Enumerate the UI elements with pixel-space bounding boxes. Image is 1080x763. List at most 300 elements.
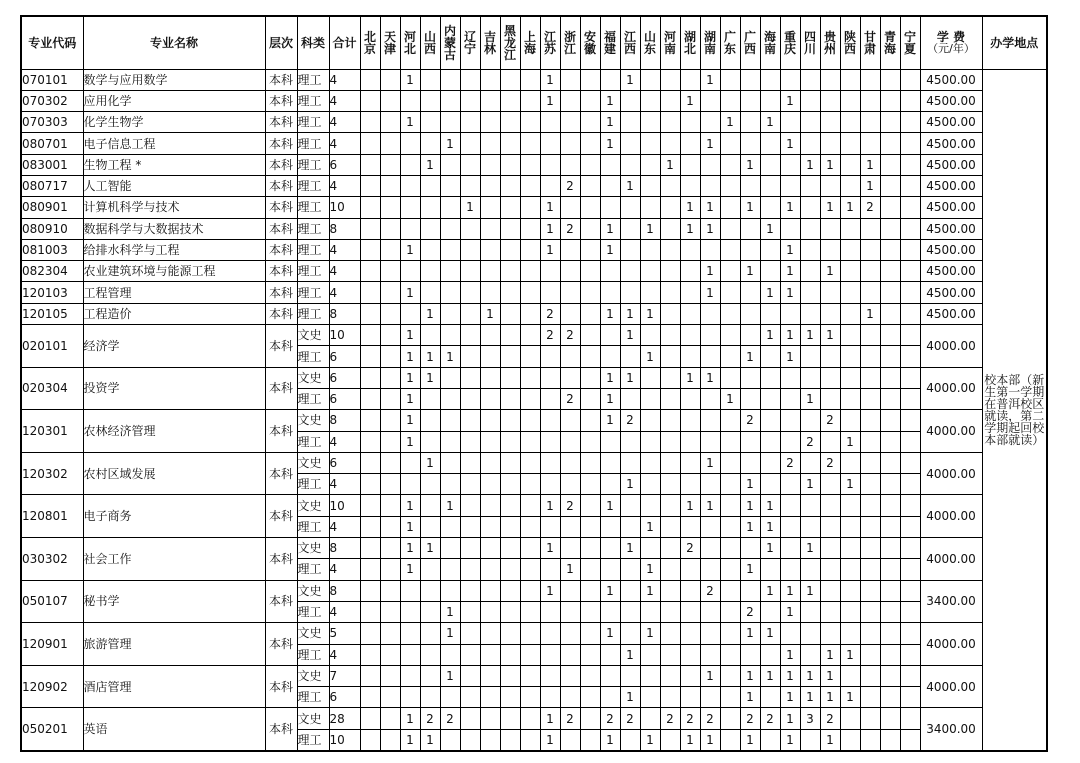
province-count: [660, 559, 680, 580]
major-code: 070101: [21, 69, 83, 90]
province-count: [580, 112, 600, 133]
province-count: [640, 197, 660, 218]
province-count: [820, 431, 840, 452]
province-count: [660, 367, 680, 388]
province-count: [620, 559, 640, 580]
province-count: [560, 474, 580, 495]
major-code: 120103: [21, 282, 83, 303]
province-count: [380, 197, 400, 218]
province-count: [360, 708, 380, 729]
province-count: 2: [820, 452, 840, 473]
major-level: 本科: [265, 580, 297, 623]
province-count: [420, 69, 440, 90]
province-count: [680, 580, 700, 601]
major-total: 4: [329, 474, 360, 495]
header-province-label: 广西: [744, 29, 757, 56]
province-count: [420, 90, 440, 111]
province-count: [640, 175, 660, 196]
province-count: [640, 325, 660, 346]
province-count: 1: [400, 112, 420, 133]
province-count: [440, 112, 460, 133]
province-count: [480, 154, 500, 175]
province-count: [720, 367, 740, 388]
header-province: [780, 16, 800, 69]
province-count: 1: [740, 623, 760, 644]
province-count: 1: [600, 90, 620, 111]
major-category: 文史: [297, 367, 329, 388]
province-count: [640, 282, 660, 303]
province-count: [420, 687, 440, 708]
province-count: [840, 303, 860, 324]
province-count: [620, 601, 640, 622]
province-count: [460, 665, 480, 686]
tuition-fee: 4500.00: [920, 197, 982, 218]
province-count: 1: [800, 154, 820, 175]
province-count: [380, 474, 400, 495]
province-count: 2: [540, 325, 560, 346]
header-province-label: 青海: [884, 29, 897, 56]
province-count: [900, 623, 920, 644]
major-level: 本科: [265, 112, 297, 133]
province-count: [460, 261, 480, 282]
province-count: [480, 665, 500, 686]
header-level: 层次: [265, 16, 297, 69]
province-count: [360, 69, 380, 90]
province-count: [700, 644, 720, 665]
province-count: [540, 175, 560, 196]
province-count: [840, 601, 860, 622]
major-total: 5: [329, 623, 360, 644]
province-count: [660, 133, 680, 154]
province-count: [780, 69, 800, 90]
major-code: 120301: [21, 410, 83, 453]
province-count: [840, 346, 860, 367]
province-count: [620, 516, 640, 537]
province-count: [540, 367, 560, 388]
header-fee: [920, 16, 982, 69]
province-count: 1: [600, 367, 620, 388]
province-count: 1: [600, 239, 620, 260]
major-level: 本科: [265, 239, 297, 260]
province-count: [740, 580, 760, 601]
province-count: [360, 261, 380, 282]
province-count: [880, 69, 900, 90]
province-count: [440, 197, 460, 218]
table-row: [21, 218, 1047, 239]
header-province: [740, 16, 760, 69]
province-count: [880, 282, 900, 303]
province-count: [900, 197, 920, 218]
province-count: [800, 175, 820, 196]
province-count: [700, 90, 720, 111]
province-count: [620, 239, 640, 260]
province-count: [660, 410, 680, 431]
province-count: [840, 580, 860, 601]
province-count: [360, 303, 380, 324]
province-count: [600, 325, 620, 346]
province-count: [380, 325, 400, 346]
province-count: [560, 410, 580, 431]
major-total: 4: [329, 175, 360, 196]
province-count: [460, 303, 480, 324]
header-province: [600, 16, 620, 69]
province-count: [720, 133, 740, 154]
province-count: [840, 154, 860, 175]
major-code: 081003: [21, 239, 83, 260]
province-count: 2: [560, 175, 580, 196]
province-count: [880, 367, 900, 388]
province-count: [900, 729, 920, 750]
header-province-label: 浙江: [564, 29, 577, 56]
province-count: [720, 175, 740, 196]
major-total: 6: [329, 687, 360, 708]
major-total: 4: [329, 239, 360, 260]
major-level: 本科: [265, 154, 297, 175]
province-count: [640, 133, 660, 154]
province-count: [680, 239, 700, 260]
province-count: 1: [680, 367, 700, 388]
province-count: [440, 431, 460, 452]
province-count: [420, 112, 440, 133]
major-category: 理工: [297, 346, 329, 367]
province-count: [380, 729, 400, 750]
header-province: [700, 16, 720, 69]
province-count: [540, 154, 560, 175]
province-count: [640, 261, 660, 282]
province-count: [780, 367, 800, 388]
province-count: [580, 303, 600, 324]
province-count: [540, 665, 560, 686]
province-count: [660, 729, 680, 750]
province-count: [380, 410, 400, 431]
province-count: [500, 303, 520, 324]
province-count: [880, 325, 900, 346]
province-count: [740, 303, 760, 324]
province-count: [640, 154, 660, 175]
province-count: [380, 580, 400, 601]
province-count: 1: [700, 367, 720, 388]
province-count: [420, 516, 440, 537]
province-count: [540, 346, 560, 367]
province-count: 1: [700, 218, 720, 239]
province-count: [480, 623, 500, 644]
province-count: [360, 197, 380, 218]
header-province: [480, 16, 500, 69]
table-row: [21, 367, 1047, 388]
table-row: [21, 708, 1047, 729]
province-count: [480, 708, 500, 729]
province-count: 1: [620, 367, 640, 388]
major-name: 工程管理: [83, 282, 265, 303]
table-row: [21, 261, 1047, 282]
province-count: [580, 452, 600, 473]
province-count: [900, 133, 920, 154]
province-count: [820, 239, 840, 260]
province-count: [880, 133, 900, 154]
province-count: 1: [760, 623, 780, 644]
major-category: 理工: [297, 601, 329, 622]
province-count: [480, 601, 500, 622]
province-count: [620, 665, 640, 686]
province-count: [740, 431, 760, 452]
province-count: [900, 452, 920, 473]
major-level: 本科: [265, 325, 297, 368]
province-count: [680, 69, 700, 90]
province-count: [660, 346, 680, 367]
major-category: 理工: [297, 729, 329, 750]
province-count: [460, 175, 480, 196]
province-count: 1: [640, 218, 660, 239]
province-count: [640, 665, 660, 686]
province-count: 2: [600, 708, 620, 729]
header-province: [840, 16, 860, 69]
province-count: [880, 665, 900, 686]
province-count: [600, 601, 620, 622]
province-count: [380, 665, 400, 686]
province-count: [540, 431, 560, 452]
major-category: 文史: [297, 410, 329, 431]
province-count: [500, 410, 520, 431]
province-count: [360, 112, 380, 133]
province-count: 1: [760, 580, 780, 601]
province-count: [440, 644, 460, 665]
major-name: 计算机科学与技术: [83, 197, 265, 218]
province-count: [820, 69, 840, 90]
province-count: [660, 644, 680, 665]
province-count: [540, 687, 560, 708]
province-count: [700, 538, 720, 559]
province-count: [440, 538, 460, 559]
province-count: [780, 410, 800, 431]
province-count: 1: [540, 538, 560, 559]
province-count: [440, 175, 460, 196]
province-count: [520, 601, 540, 622]
province-count: [780, 495, 800, 516]
province-count: [680, 154, 700, 175]
major-total: 10: [329, 729, 360, 750]
province-count: 1: [540, 197, 560, 218]
province-count: [440, 90, 460, 111]
header-province: [500, 16, 520, 69]
province-count: 1: [720, 112, 740, 133]
admission-plan-document: [20, 15, 1048, 752]
province-count: [560, 239, 580, 260]
province-count: [880, 538, 900, 559]
province-count: [840, 708, 860, 729]
province-count: 1: [600, 218, 620, 239]
province-count: [780, 175, 800, 196]
tuition-fee: 4500.00: [920, 261, 982, 282]
province-count: [480, 261, 500, 282]
province-count: [860, 410, 880, 431]
province-count: [400, 580, 420, 601]
province-count: 1: [780, 644, 800, 665]
province-count: [720, 623, 740, 644]
province-count: 1: [640, 516, 660, 537]
province-count: [460, 69, 480, 90]
province-count: [520, 239, 540, 260]
province-count: [480, 239, 500, 260]
province-count: [680, 516, 700, 537]
province-count: [580, 516, 600, 537]
province-count: [840, 410, 860, 431]
province-count: [580, 495, 600, 516]
province-count: [620, 431, 640, 452]
province-count: 2: [680, 538, 700, 559]
header-province: [800, 16, 820, 69]
province-count: 1: [640, 729, 660, 750]
major-code: 070302: [21, 90, 83, 111]
province-count: [460, 154, 480, 175]
province-count: [380, 239, 400, 260]
province-count: 1: [540, 69, 560, 90]
province-count: 2: [620, 410, 640, 431]
province-count: [740, 282, 760, 303]
province-count: [560, 687, 580, 708]
province-count: [620, 154, 640, 175]
province-count: [740, 112, 760, 133]
header-province-label: 贵州: [824, 29, 837, 56]
province-count: [700, 687, 720, 708]
major-name: 旅游管理: [83, 623, 265, 666]
province-count: 1: [740, 665, 760, 686]
province-count: [800, 112, 820, 133]
major-category: 理工: [297, 474, 329, 495]
province-count: [860, 665, 880, 686]
province-count: [360, 90, 380, 111]
province-count: [680, 687, 700, 708]
province-count: [720, 410, 740, 431]
province-count: [780, 218, 800, 239]
table-row: [21, 282, 1047, 303]
province-count: 1: [600, 580, 620, 601]
province-count: 1: [540, 90, 560, 111]
province-count: [540, 452, 560, 473]
province-count: 2: [860, 197, 880, 218]
province-count: [900, 154, 920, 175]
province-count: [460, 601, 480, 622]
province-count: [700, 112, 720, 133]
major-code: 020304: [21, 367, 83, 410]
province-count: 1: [640, 623, 660, 644]
province-count: 1: [540, 708, 560, 729]
province-count: [880, 601, 900, 622]
province-count: [380, 367, 400, 388]
province-count: [680, 559, 700, 580]
tuition-fee: 4500.00: [920, 69, 982, 90]
major-total: 8: [329, 410, 360, 431]
province-count: 2: [540, 303, 560, 324]
province-count: [440, 474, 460, 495]
province-count: [560, 69, 580, 90]
province-count: [900, 90, 920, 111]
province-count: [720, 197, 740, 218]
province-count: [360, 325, 380, 346]
province-count: [880, 218, 900, 239]
province-count: 1: [620, 644, 640, 665]
province-count: [460, 112, 480, 133]
province-count: [440, 687, 460, 708]
province-count: [600, 644, 620, 665]
header-province-label: 江苏: [544, 29, 557, 56]
province-count: [740, 644, 760, 665]
province-count: [360, 601, 380, 622]
province-count: [520, 112, 540, 133]
major-name: 英语: [83, 708, 265, 751]
header-province: [860, 16, 880, 69]
province-count: 1: [440, 346, 460, 367]
province-count: [500, 325, 520, 346]
province-count: [820, 175, 840, 196]
province-count: [900, 431, 920, 452]
province-count: [760, 133, 780, 154]
province-count: [460, 580, 480, 601]
province-count: [520, 474, 540, 495]
table-row: [21, 133, 1047, 154]
province-count: [420, 388, 440, 409]
province-count: [600, 154, 620, 175]
province-count: [860, 133, 880, 154]
province-count: 1: [700, 282, 720, 303]
province-count: [500, 154, 520, 175]
province-count: [600, 559, 620, 580]
province-count: [660, 687, 680, 708]
header-province-label: 湖南: [704, 29, 717, 56]
province-count: [900, 708, 920, 729]
province-count: 1: [680, 90, 700, 111]
province-count: [520, 388, 540, 409]
province-count: 1: [780, 665, 800, 686]
province-count: [880, 410, 900, 431]
province-count: [860, 261, 880, 282]
table-row: [21, 623, 1047, 644]
province-count: 1: [820, 197, 840, 218]
major-code: 120302: [21, 452, 83, 495]
province-count: [560, 282, 580, 303]
province-count: [580, 538, 600, 559]
province-count: [440, 154, 460, 175]
province-count: 2: [620, 708, 640, 729]
province-count: [660, 580, 680, 601]
tuition-fee: 4500.00: [920, 133, 982, 154]
province-count: [480, 495, 500, 516]
province-count: [640, 431, 660, 452]
header-total: 合计: [329, 16, 360, 69]
province-count: 1: [400, 282, 420, 303]
table-row: [21, 197, 1047, 218]
province-count: [460, 623, 480, 644]
province-count: [700, 431, 720, 452]
province-count: [800, 367, 820, 388]
province-count: [480, 431, 500, 452]
province-count: [600, 346, 620, 367]
province-count: [760, 601, 780, 622]
province-count: [880, 346, 900, 367]
province-count: 1: [440, 133, 460, 154]
province-count: [740, 69, 760, 90]
province-count: [560, 580, 580, 601]
province-count: [660, 538, 680, 559]
province-count: [900, 388, 920, 409]
province-count: 1: [780, 239, 800, 260]
major-category: 理工: [297, 197, 329, 218]
province-count: [660, 197, 680, 218]
province-count: [480, 282, 500, 303]
province-count: [740, 452, 760, 473]
province-count: [420, 559, 440, 580]
province-count: [420, 431, 440, 452]
province-count: [880, 388, 900, 409]
